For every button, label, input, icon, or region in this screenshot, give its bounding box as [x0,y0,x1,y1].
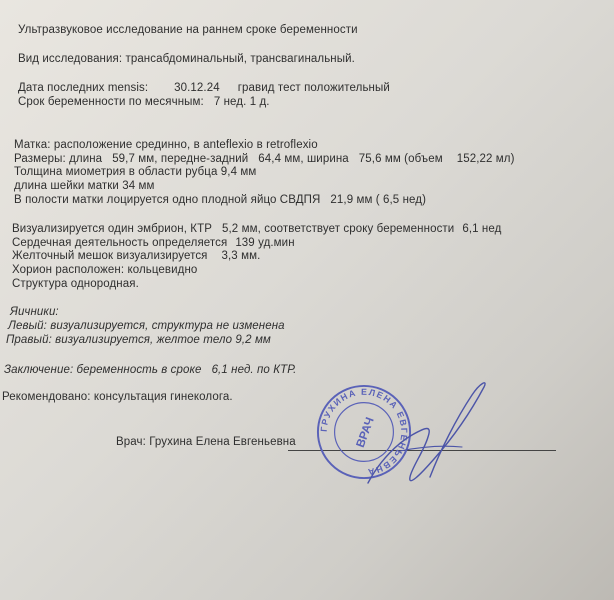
chorion-location: Хорион расположен: кольцевидно [12,264,198,276]
uterus-length: 59,7 мм, передне-задний [112,153,249,165]
conclusion-label: Заключение: беременность в сроке [4,364,202,376]
handwritten-signature [360,365,500,505]
report-title: Ультразвуковое исследование на раннем сроке беременности [18,24,358,36]
uterus-width: 75,6 мм (объем [358,153,443,165]
heart-value: 139 уд.мин [235,237,295,249]
left-ovary: Левый: визуализируется, структура не изменена [8,320,285,332]
doctor-name: Врач: Грухина Елена Евгеньевна [116,436,296,448]
yolk-value: 3,3 мм. [221,250,261,262]
lmp-row [18,82,390,95]
conclusion-row [4,364,296,377]
chorion-structure: Структура однородная. [12,278,139,290]
uterus-size-row [14,153,515,166]
myometrium-thickness: Толщина миометрия в области рубца 9,4 мм [14,166,257,178]
sac-value: 21,9 мм ( 6,5 нед) [330,194,427,206]
sac-label: В полости матки лоцируется одно плодной яйцо СВДПЯ [14,194,321,206]
pregnancy-test-note: гравид тест положительный [237,82,390,94]
embryo-label: Визуализируется один эмбрион, КТР [12,223,213,235]
ovaries-title: Яичники: [10,306,59,318]
uterus-volume: 152,22 мл) [456,153,515,165]
cervix-length: длина шейки матки 34 мм [14,180,155,192]
gestational-sac-row [14,194,426,207]
lmp-value: 30.12.24 [174,82,220,94]
yolk-label: Желточный мешок визуализируется [12,250,208,262]
yolk-sac-row [12,250,260,263]
uterus-ap: 64,4 мм, ширина [258,153,349,165]
uterus-position: Матка: расположение срединно, в anteflexio в retroflexio [14,139,318,151]
embryo-term: 6,1 нед [462,223,502,235]
svg-text:ВРАЧ: ВРАЧ [353,415,377,450]
svg-text:ГРУХИНА ЕЛЕНА ЕВГЕНЬЕВНА: ГРУХИНА ЕЛЕНА ЕВГЕНЬЕВНА [318,386,410,478]
embryo-row [12,223,501,236]
conclusion-value: 6,1 нед. по КТР. [211,364,297,376]
size-label: Размеры: длина [14,153,103,165]
embryo-crl: 5,2 мм, соответствует сроку беременности [222,223,455,235]
heart-activity-row [12,237,295,250]
term-label: Срок беременности по месячным: [18,96,204,108]
heart-label: Сердечная деятельность определяется [12,237,228,249]
recommendation: Рекомендовано: консультация гинеколога. [2,391,233,403]
exam-type: Вид исследования: трансабдоминальный, трансвагинальный. [18,53,355,65]
lmp-label: Дата последних mensis: [18,82,149,94]
right-ovary: Правый: визуализируется, желтое тело 9,2 мм [6,334,271,346]
term-value: 7 нед. 1 д. [213,96,270,108]
term-row [18,96,270,109]
